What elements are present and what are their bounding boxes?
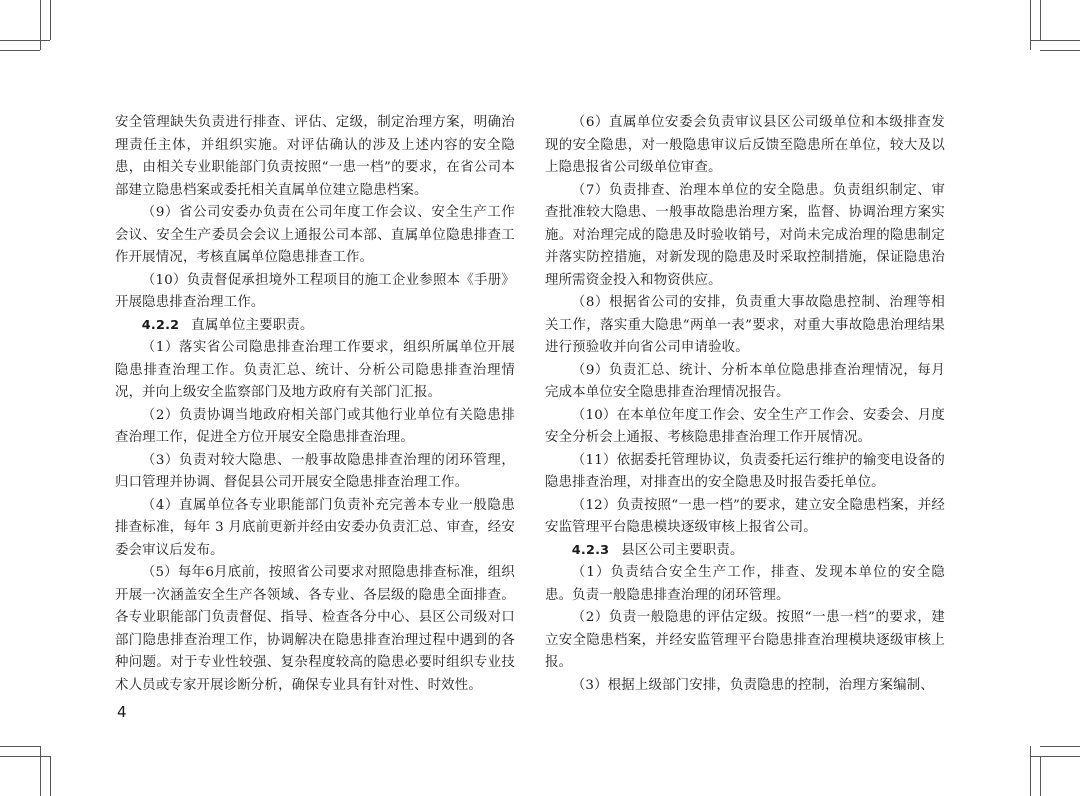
paragraph: （10）在本单位年度工作会、安全生产工作会、安委会、月度安全分析会上通报、考核隐患排查治理工作开展情况。 (545, 407, 945, 445)
paragraph: （8）根据省公司的安排，负责重大事故隐患控制、治理等相关工作，落实重大隐患“两单一表”要求，对重大事故隐患治理结果进行预验收并向省公司申请验收。 (545, 295, 945, 355)
crop-mark-bottom-right (1030, 746, 1031, 796)
paragraph: （9）负责汇总、统计、分析本单位隐患排查治理情况，每月完成本单位安全隐患排查治理情况报告。 (545, 362, 945, 400)
section-heading (545, 540, 945, 563)
crop-mark-top-right (1040, 0, 1041, 40)
paragraph: （3）根据上级部门安排，负责隐患的控制，治理方案编制、 (571, 677, 934, 693)
crop-mark-bottom-right (1040, 746, 1080, 747)
section-title: 县区公司主要职责。 (621, 542, 744, 558)
paragraph: （7）负责排查、治理本单位的安全隐患。负责组织制定、审查批准较大隐患、一般事故隐患治理方案，监督、协调治理方案实施。对治理完成的隐患及时验收销号，对尚未完成治理的隐患制定并落实防控措施，对新发现的隐患及时采取控制措施，保证隐患治理所需资金投入和物资供应。 (545, 182, 945, 288)
crop-mark-bottom-left (0, 746, 40, 747)
section-title: 直属单位主要职责。 (191, 317, 314, 333)
paragraph: （10）负责督促承担境外工程项目的施工企业参照本《手册》开展隐患排查治理工作。 (115, 272, 515, 310)
section-number: 4.2.3 (571, 542, 610, 558)
crop-mark-top-left (0, 50, 40, 51)
crop-mark-top-left (50, 0, 51, 40)
section-number: 4.2.2 (141, 317, 180, 333)
paragraph-continuation: 安全管理缺失负责进行排查、评估、定级，制定治理方案，明确治理责任主体，并组织实施。对评估确认的涉及上述内容的安全隐患，由相关专业职能部门负责按照“一患一档”的要求，在省公司本部建立隐患档案或委托相关直属单位建立隐患档案。 (115, 115, 515, 198)
crop-mark-top-right (1040, 50, 1080, 51)
paragraph: （4）直属单位各专业职能部门负责补充完善本专业一般隐患排查标准，每年 3 月底前更新并经由安委办负责汇总、审查，经安委会审议后发布。 (115, 497, 515, 558)
crop-mark-bottom-left (0, 756, 50, 757)
crop-mark-top-right (1030, 40, 1080, 41)
page-number: 4 (117, 703, 127, 721)
crop-mark-top-left (0, 40, 50, 41)
paragraph: （6）直属单位安委会负责审议县区公司级单位和本级排查发现的安全隐患，对一般隐患审议后反馈至隐患所在单位，较大及以上隐患报省公司级单位审查。 (545, 115, 945, 175)
paragraph: （12）负责按照“一患一档”的要求，建立安全隐患档案，并经安监管理平台隐患模块逐级审核上报省公司。 (545, 497, 945, 535)
section-heading (115, 315, 515, 338)
paragraph: （2）负责一般隐患的评估定级。按照“一患一档”的要求，建立安全隐患档案，并经安监管理平台隐患排查治理模块逐级审核上报。 (545, 610, 945, 670)
left-text-column (115, 112, 515, 697)
crop-mark-top-right (1030, 0, 1031, 50)
paragraph: （11）依据委托管理协议，负责委托运行维护的输变电设备的隐患排查治理，对排查出的安全隐患及时报告委托单位。 (545, 452, 945, 490)
paragraph: （2）负责协调当地政府相关部门或其他行业单位有关隐患排查治理工作，促进全方位开展安全隐患排查治理。 (115, 407, 515, 445)
crop-mark-bottom-right (1030, 756, 1080, 757)
crop-mark-bottom-right (1040, 756, 1041, 796)
paragraph: （1）负责结合安全生产工作，排查、发现本单位的安全隐患。负责一般隐患排查治理的闭环管理。 (545, 565, 945, 603)
paragraph: （5）每年6月底前，按照省公司要求对照隐患排查标准，组织开展一次涵盖安全生产各领域、各专业、各层级的隐患全面排查。各专业职能部门负责督促、指导、检查各分中心、县区公司级对口部门隐患排查治理工作，协调解决在隐患排查治理过程中遇到的各种问题。对于专业性较强、复杂程度较高的隐患必要时组织专业技术人员或专家开展诊断分析，确保专业具有针对性、时效性。 (115, 565, 515, 693)
crop-mark-bottom-left (40, 746, 41, 796)
paragraph: （3）负责对较大隐患、一般事故隐患排查治理的闭环管理，归口管理并协调、督促县公司开展安全隐患排查治理工作。 (115, 452, 515, 490)
right-text-column (545, 112, 945, 697)
paragraph: （1）落实省公司隐患排查治理工作要求，组织所属单位开展隐患排查治理工作。负责汇总、统计、分析公司隐患排查治理情况，并向上级安全监察部门及地方政府有关部门汇报。 (115, 340, 515, 400)
crop-mark-top-left (40, 0, 41, 50)
crop-mark-bottom-left (50, 756, 51, 796)
paragraph: （9）省公司安委办负责在公司年度工作会议、安全生产工作会议、安全生产委员会会议上通报公司本部、直属单位隐患排查工作开展情况，考核直属单位隐患排查工作。 (115, 205, 515, 265)
